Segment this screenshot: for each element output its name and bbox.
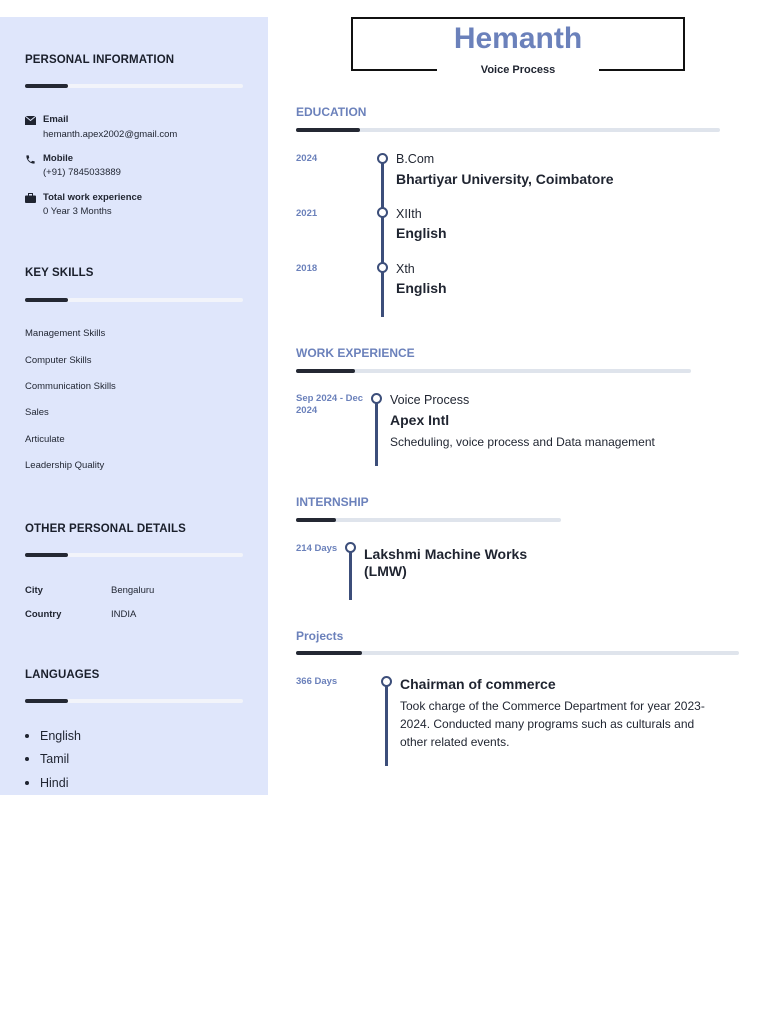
skill-item: Sales [25,407,49,418]
language-label: Hindi [40,776,69,790]
language-item [25,776,69,790]
bullet-icon [25,757,29,761]
phone-icon [25,154,36,165]
key-skills-heading: KEY SKILLS [25,267,94,279]
timeline-dot [377,207,388,218]
work-experience-label: Total work experience [43,192,143,203]
timeline-dot [371,393,382,404]
education-institution: Bhartiyar University, Coimbatore [396,171,614,187]
section-divider [25,553,243,557]
work-company: Apex Intl [390,412,450,428]
language-label: Tamil [40,752,70,766]
section-divider [25,84,243,88]
internship-timeline [349,547,352,600]
city-label: City [25,585,43,596]
education-degree: B.Com [396,152,435,166]
candidate-role: Voice Process [480,64,556,76]
personal-information-heading: PERSONAL INFORMATION [25,54,175,66]
project-duration: 366 Days [296,676,338,687]
education-degree: XIIth [396,207,422,221]
projects-heading: Projects [296,629,344,643]
education-degree: Xth [396,262,415,276]
languages-heading: LANGUAGES [25,669,100,681]
work-role: Voice Process [390,393,470,407]
work-date-end: 2024 [296,405,318,416]
section-divider [296,518,561,522]
education-year: 2024 [296,153,318,164]
internship-company-name: Lakshmi Machine Works [364,546,528,562]
project-description-line: Took charge of the Commerce Department for year 2023- [400,699,705,713]
section-divider [296,128,720,132]
mobile-label: Mobile [43,153,74,164]
skill-item: Articulate [25,434,65,445]
projects-timeline [385,681,388,766]
project-description-line: 2024. Conducted many programs such as culturals and [400,717,695,731]
mobile-value[interactable]: (+91) 7845033889 [43,167,121,178]
other-details-heading: OTHER PERSONAL DETAILS [25,523,186,535]
project-description-line: other related events. [400,735,510,749]
skill-item: Management Skills [25,328,106,339]
skill-item: Leadership Quality [25,460,105,471]
work-date-start: Sep 2024 - Dec [296,393,364,404]
section-divider [296,651,739,655]
country-value: INDIA [111,609,137,620]
email-label: Email [43,114,69,125]
country-label: Country [25,609,62,620]
language-item [25,729,81,743]
briefcase-icon [25,193,36,203]
internship-company-abbr: (LMW) [364,563,407,579]
internship-duration: 214 Days [296,543,338,554]
education-institution: English [396,280,447,296]
timeline-dot [345,542,356,553]
timeline-dot [377,153,388,164]
education-heading: EDUCATION [296,105,367,119]
education-year: 2021 [296,208,318,219]
work-experience-value: 0 Year 3 Months [43,206,112,217]
work-description: Scheduling, voice process and Data management [390,435,655,449]
section-divider [25,699,243,703]
internship-company [364,546,527,580]
work-date [296,393,363,417]
internship-heading: INTERNSHIP [296,495,369,509]
language-item [25,752,69,766]
language-label: English [40,729,81,743]
city-value: Bengaluru [111,585,155,596]
education-year: 2018 [296,263,318,274]
education-institution: English [396,225,447,241]
work-timeline [375,398,378,466]
project-title: Chairman of commerce [400,676,556,692]
section-divider [296,369,691,373]
skill-item: Computer Skills [25,355,92,366]
skill-item: Communication Skills [25,381,116,392]
timeline-dot [377,262,388,273]
project-description [400,697,705,751]
timeline-dot [381,676,392,687]
bullet-icon [25,734,29,738]
envelope-icon [25,116,36,125]
bullet-icon [25,781,29,785]
email-value[interactable]: hemanth.apex2002@gmail.com [43,129,178,140]
section-divider [25,298,243,302]
education-timeline [381,158,384,317]
candidate-name: Hemanth [453,22,583,55]
work-experience-heading: WORK EXPERIENCE [296,346,415,360]
